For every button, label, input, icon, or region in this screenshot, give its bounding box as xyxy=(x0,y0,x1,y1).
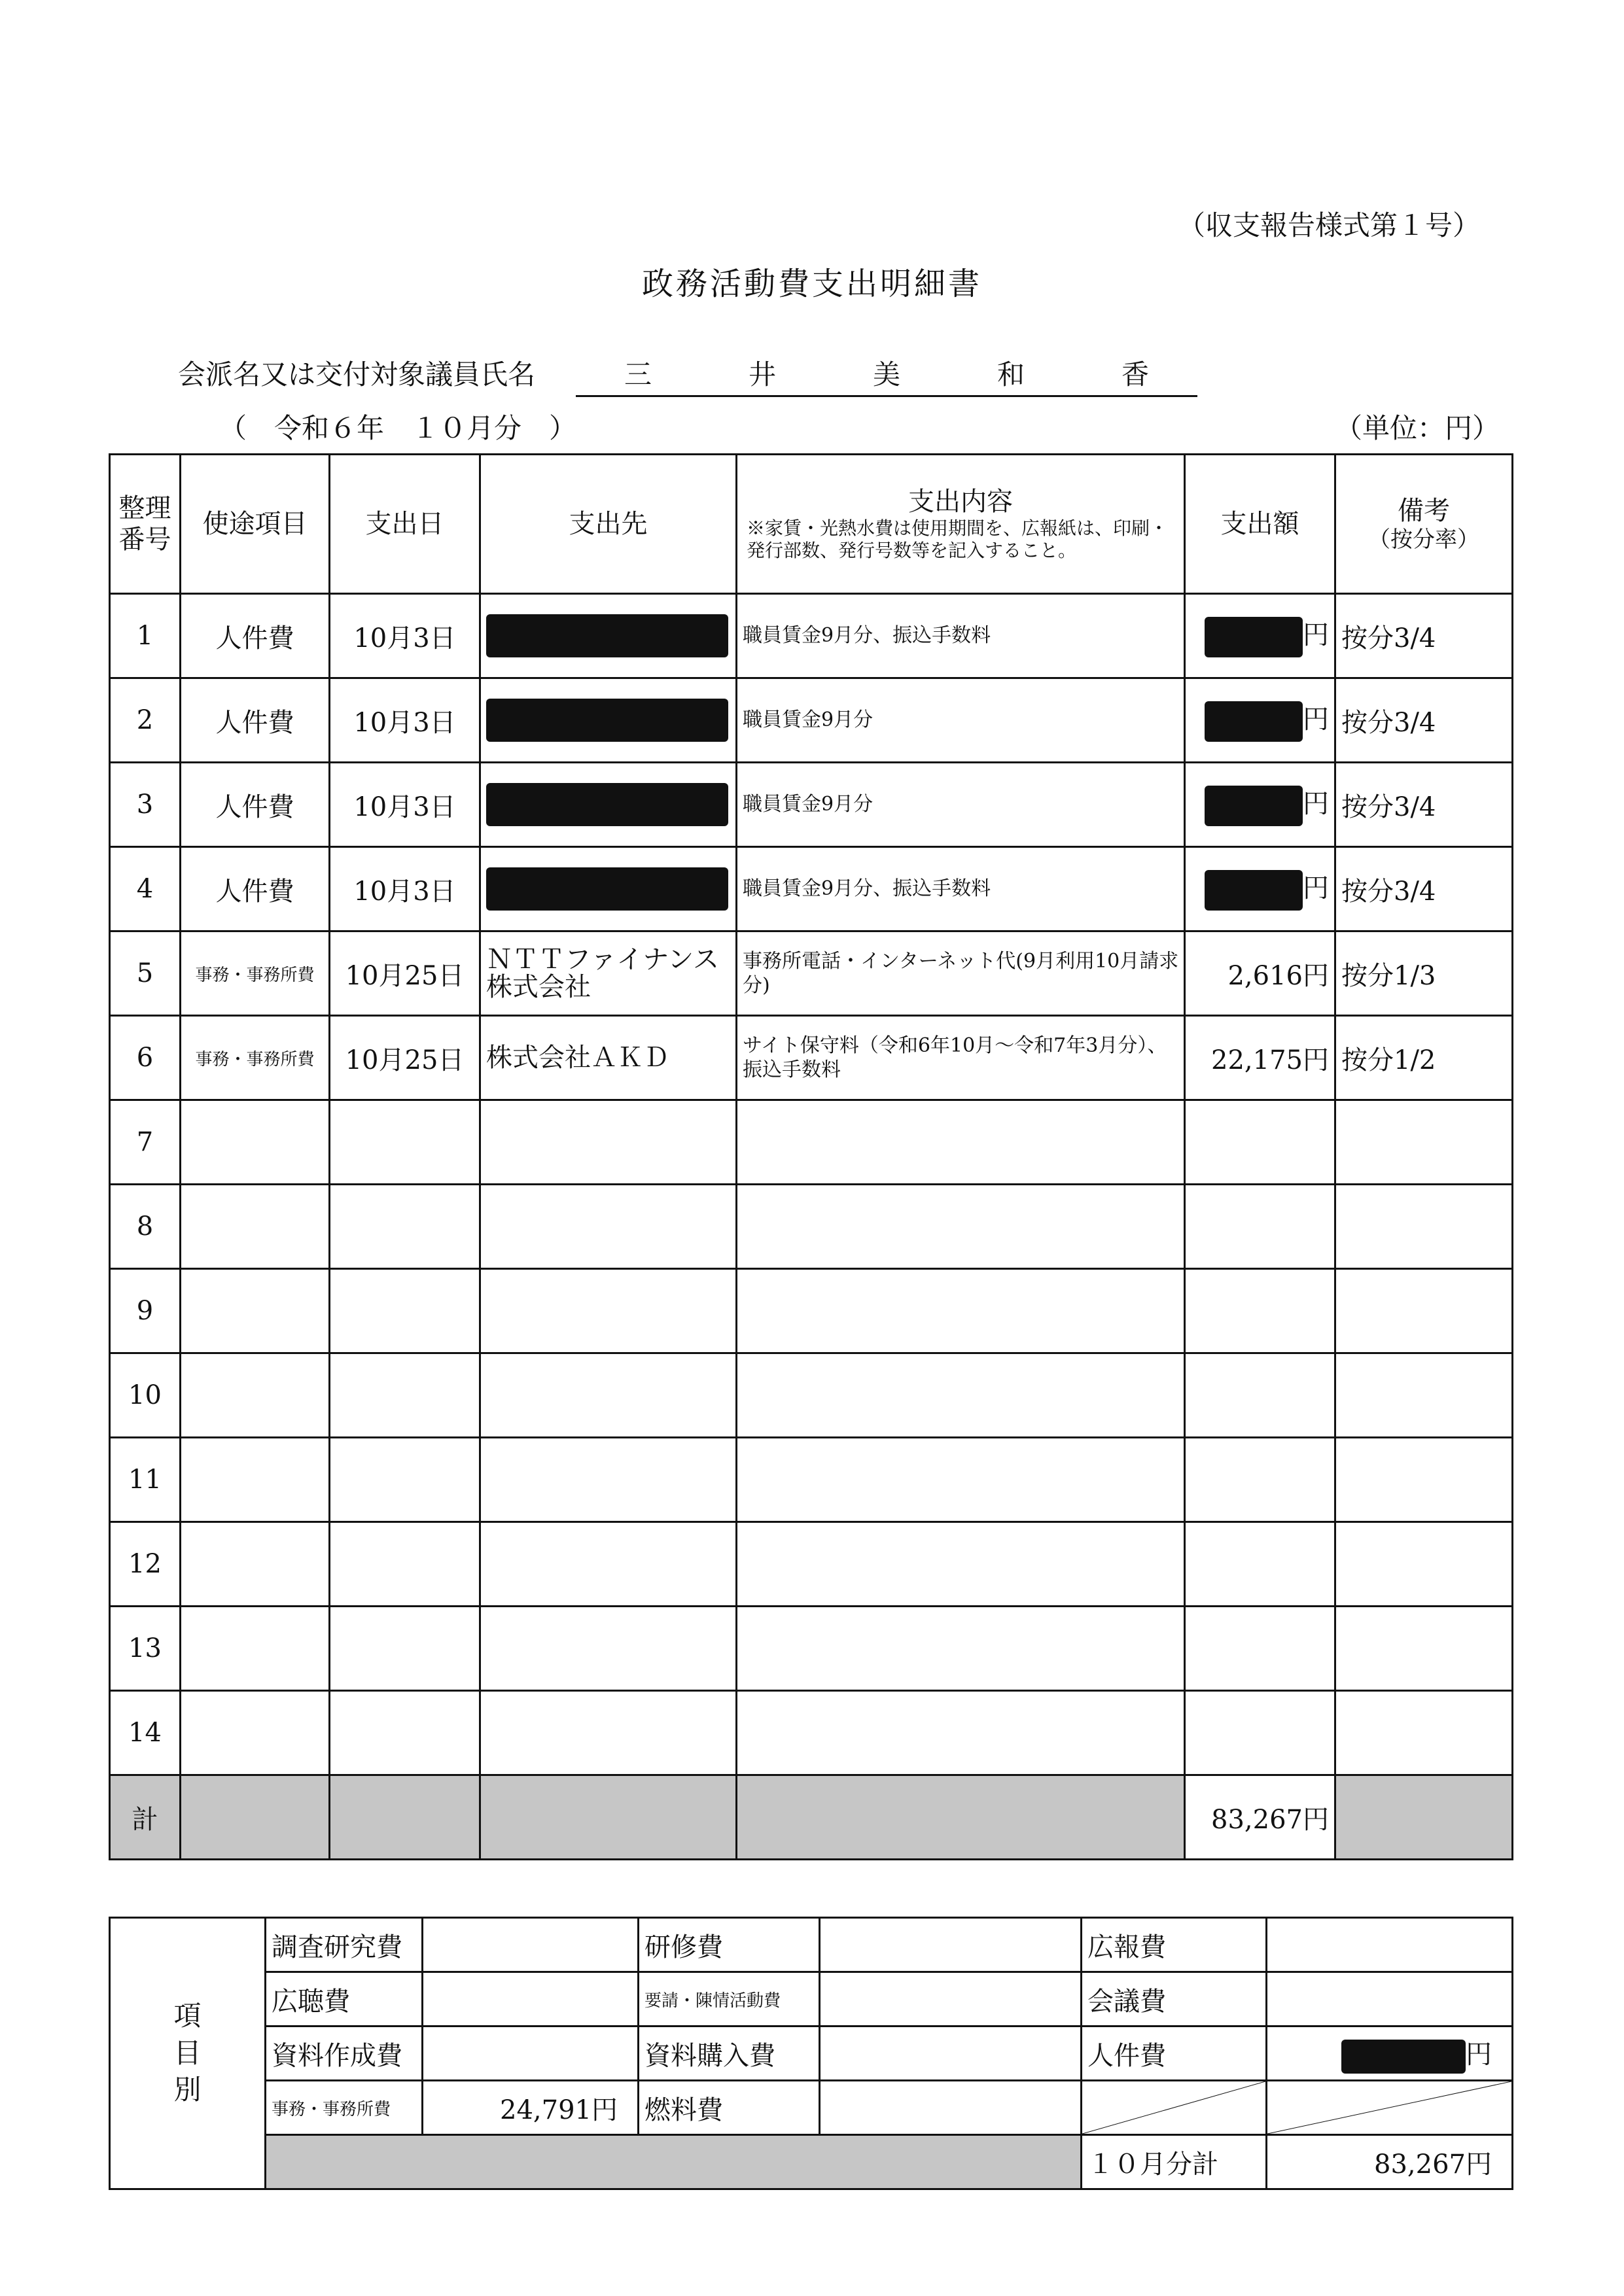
table-row xyxy=(110,1016,1513,1100)
row-detail xyxy=(737,1353,1185,1438)
row-note xyxy=(1335,1691,1513,1775)
header-detail-note: ※家賃・光熱水費は使用期間を、広報紙は、印刷・発行部数、発行号数等を記入すること。 xyxy=(747,517,1169,561)
row-date: 10月25日 xyxy=(330,1016,480,1100)
row-category xyxy=(181,1522,330,1607)
member-name-char: 和 xyxy=(997,358,1025,391)
row-date xyxy=(330,1100,480,1185)
table-header-row xyxy=(110,455,1513,594)
diagonal-line xyxy=(1267,2081,1511,2134)
row-category: 人件費 xyxy=(181,847,330,931)
table-row xyxy=(110,1100,1513,1185)
row-payee xyxy=(480,1691,737,1775)
summary-side-label xyxy=(110,1918,266,2189)
row-detail xyxy=(737,1185,1185,1269)
row-amount xyxy=(1185,678,1335,763)
header-payee: 支出先 xyxy=(480,455,737,594)
meeting-value xyxy=(1267,1972,1513,2026)
row-category xyxy=(181,1185,330,1269)
row-amount-text: 円 xyxy=(1303,873,1329,903)
row-number: 2 xyxy=(110,678,181,763)
row-date: 10月3日 xyxy=(330,678,480,763)
fuel-value xyxy=(820,2081,1082,2135)
row-note: 按分3/4 xyxy=(1335,594,1513,678)
row-note: 按分3/4 xyxy=(1335,678,1513,763)
row-detail: 職員賃金9月分 xyxy=(737,678,1185,763)
row-amount xyxy=(1185,847,1335,931)
row-detail xyxy=(737,1522,1185,1607)
row-number: 12 xyxy=(110,1522,181,1607)
redaction-block xyxy=(486,783,728,826)
personnel-label: 人件費 xyxy=(1082,2026,1267,2081)
redaction-block xyxy=(486,699,728,742)
row-category xyxy=(181,1691,330,1775)
training-value xyxy=(820,1918,1082,1972)
summary-row xyxy=(110,2081,1513,2135)
month-total-label: １０月分計 xyxy=(1082,2135,1267,2189)
row-note: 按分1/3 xyxy=(1335,931,1513,1016)
table-row xyxy=(110,594,1513,678)
row-detail: サイト保守料（令和6年10月～令和7年3月分）、振込手数料 xyxy=(737,1016,1185,1100)
row-note xyxy=(1335,1100,1513,1185)
row-number: 10 xyxy=(110,1353,181,1438)
row-date xyxy=(330,1438,480,1522)
summary-row xyxy=(110,1972,1513,2026)
header-category: 使途項目 xyxy=(181,455,330,594)
research-value xyxy=(423,1918,639,1972)
office-value: 24,791円 xyxy=(423,2081,639,2135)
row-number: 13 xyxy=(110,1607,181,1691)
office-label: 事務・事務所費 xyxy=(266,2081,423,2135)
row-amount-text: 円 xyxy=(1303,789,1329,819)
table-row xyxy=(110,1353,1513,1438)
row-detail xyxy=(737,1438,1185,1522)
row-note xyxy=(1335,1607,1513,1691)
header-remark-sub: （按分率） xyxy=(1368,526,1479,553)
materials-make-value xyxy=(423,2026,639,2081)
hearing-label: 広聴費 xyxy=(266,1972,423,2026)
row-number: 3 xyxy=(110,763,181,847)
materials-buy-value xyxy=(820,2026,1082,2081)
row-amount xyxy=(1185,594,1335,678)
row-number: 7 xyxy=(110,1100,181,1185)
total-label: 計 xyxy=(110,1775,181,1860)
total-blank xyxy=(737,1775,1185,1860)
period-label: （ 令和６年 １０月分 ） xyxy=(219,412,577,444)
personnel-value-text: 円 xyxy=(1466,2039,1492,2070)
row-category xyxy=(181,1438,330,1522)
row-amount xyxy=(1185,1100,1335,1185)
row-amount xyxy=(1185,1269,1335,1353)
materials-make-label: 資料作成費 xyxy=(266,2026,423,2081)
table-row xyxy=(110,1185,1513,1269)
row-payee xyxy=(480,1185,737,1269)
expenditure-table xyxy=(109,453,1513,1860)
petition-value xyxy=(820,1972,1082,2026)
summary-row xyxy=(110,2026,1513,2081)
form-number: （収支報告様式第１号） xyxy=(1178,209,1481,241)
total-blank xyxy=(181,1775,330,1860)
row-date xyxy=(330,1607,480,1691)
row-category: 人件費 xyxy=(181,594,330,678)
row-date: 10月3日 xyxy=(330,847,480,931)
row-detail xyxy=(737,1607,1185,1691)
row-number: 1 xyxy=(110,594,181,678)
table-row xyxy=(110,1438,1513,1522)
row-detail: 事務所電話・インターネット代(9月利用10月請求分) xyxy=(737,931,1185,1016)
page-title: 政務活動費支出明細書 xyxy=(641,266,982,302)
fuel-label: 燃料費 xyxy=(639,2081,820,2135)
row-number: 6 xyxy=(110,1016,181,1100)
category-summary-table xyxy=(109,1917,1513,2190)
row-category: 事務・事務所費 xyxy=(181,1016,330,1100)
row-amount xyxy=(1185,1353,1335,1438)
row-number: 14 xyxy=(110,1691,181,1775)
table-row xyxy=(110,931,1513,1016)
row-date: 10月25日 xyxy=(330,931,480,1016)
meeting-label: 会議費 xyxy=(1082,1972,1267,2026)
row-amount xyxy=(1185,763,1335,847)
redaction-block xyxy=(486,867,728,911)
table-row xyxy=(110,847,1513,931)
row-payee xyxy=(480,1438,737,1522)
row-amount xyxy=(1185,1185,1335,1269)
redaction-block xyxy=(1341,2040,1466,2074)
total-blank xyxy=(1335,1775,1513,1860)
research-label: 調査研究費 xyxy=(266,1918,423,1972)
table-row xyxy=(110,1691,1513,1775)
row-note xyxy=(1335,1438,1513,1522)
total-amount: 83,267円 xyxy=(1185,1775,1335,1860)
row-detail: 職員賃金9月分、振込手数料 xyxy=(737,594,1185,678)
row-note: 按分1/2 xyxy=(1335,1016,1513,1100)
row-payee xyxy=(480,763,737,847)
row-note xyxy=(1335,1185,1513,1269)
summary-side-text: 項 目 別 xyxy=(173,1999,202,2106)
header-no-text: 整理 番号 xyxy=(118,493,171,555)
pr-value xyxy=(1267,1918,1513,1972)
row-detail xyxy=(737,1691,1185,1775)
summary-shaded-blank xyxy=(266,2135,1082,2189)
training-label: 研修費 xyxy=(639,1918,820,1972)
row-amount xyxy=(1185,1607,1335,1691)
row-amount-text: 円 xyxy=(1303,704,1329,735)
redaction-block xyxy=(486,614,728,657)
row-note xyxy=(1335,1522,1513,1607)
header-no xyxy=(110,455,181,594)
row-amount xyxy=(1185,1438,1335,1522)
row-number: 8 xyxy=(110,1185,181,1269)
member-name xyxy=(576,353,1197,397)
member-name-char: 三 xyxy=(624,358,652,391)
table-row xyxy=(110,1269,1513,1353)
redaction-block xyxy=(1205,701,1303,742)
materials-buy-label: 資料購入費 xyxy=(639,2026,820,2081)
row-category: 人件費 xyxy=(181,678,330,763)
total-row xyxy=(110,1775,1513,1860)
row-payee: 株式会社ＡＫＤ xyxy=(480,1016,737,1100)
petition-label: 要請・陳情活動費 xyxy=(639,1972,820,2026)
header-detail-title: 支出内容 xyxy=(908,487,1013,517)
row-note xyxy=(1335,1269,1513,1353)
row-date xyxy=(330,1691,480,1775)
total-blank xyxy=(330,1775,480,1860)
header-amount: 支出額 xyxy=(1185,455,1335,594)
row-detail: 職員賃金9月分、振込手数料 xyxy=(737,847,1185,931)
row-payee: ＮＴＴファイナンス株式会社 xyxy=(480,931,737,1016)
row-detail xyxy=(737,1269,1185,1353)
redaction-block xyxy=(1205,617,1303,657)
row-detail: 職員賃金9月分 xyxy=(737,763,1185,847)
row-amount: 2,616円 xyxy=(1185,931,1335,1016)
row-number: 11 xyxy=(110,1438,181,1522)
member-name-char: 美 xyxy=(872,358,900,391)
member-name-char: 香 xyxy=(1121,358,1149,391)
table-row xyxy=(110,1607,1513,1691)
personnel-value xyxy=(1267,2026,1513,2081)
row-note: 按分3/4 xyxy=(1335,763,1513,847)
summary-row xyxy=(110,2135,1513,2189)
member-name-char: 井 xyxy=(748,358,776,391)
member-label: 会派名又は交付対象議員氏名 xyxy=(178,358,536,391)
summary-row xyxy=(110,1918,1513,1972)
diagonal-line xyxy=(1082,2081,1265,2134)
row-date xyxy=(330,1185,480,1269)
diagonal-cell xyxy=(1082,2081,1267,2135)
row-note: 按分3/4 xyxy=(1335,847,1513,931)
row-number: 5 xyxy=(110,931,181,1016)
unit-label: （単位：円） xyxy=(1335,412,1500,444)
pr-label: 広報費 xyxy=(1082,1918,1267,1972)
redaction-block xyxy=(1205,870,1303,911)
row-category xyxy=(181,1353,330,1438)
row-payee xyxy=(480,1269,737,1353)
row-amount xyxy=(1185,1522,1335,1607)
table-row xyxy=(110,678,1513,763)
row-date xyxy=(330,1269,480,1353)
header-date: 支出日 xyxy=(330,455,480,594)
redaction-block xyxy=(1205,786,1303,826)
row-payee xyxy=(480,1522,737,1607)
row-amount: 22,175円 xyxy=(1185,1016,1335,1100)
table-row xyxy=(110,1522,1513,1607)
row-detail xyxy=(737,1100,1185,1185)
total-blank xyxy=(480,1775,737,1860)
header-remark xyxy=(1335,455,1513,594)
hearing-value xyxy=(423,1972,639,2026)
row-number: 9 xyxy=(110,1269,181,1353)
row-date: 10月3日 xyxy=(330,594,480,678)
month-total-value: 83,267円 xyxy=(1267,2135,1513,2189)
row-amount xyxy=(1185,1691,1335,1775)
diagonal-cell xyxy=(1267,2081,1513,2135)
row-category: 人件費 xyxy=(181,763,330,847)
row-date xyxy=(330,1353,480,1438)
row-note xyxy=(1335,1353,1513,1438)
row-amount-text: 円 xyxy=(1303,620,1329,650)
row-payee xyxy=(480,678,737,763)
row-date xyxy=(330,1522,480,1607)
header-remark-title: 備考 xyxy=(1398,495,1450,526)
row-payee xyxy=(480,594,737,678)
row-category xyxy=(181,1607,330,1691)
row-payee xyxy=(480,1353,737,1438)
row-category xyxy=(181,1269,330,1353)
row-category xyxy=(181,1100,330,1185)
row-payee xyxy=(480,847,737,931)
row-payee xyxy=(480,1607,737,1691)
row-category: 事務・事務所費 xyxy=(181,931,330,1016)
row-number: 4 xyxy=(110,847,181,931)
row-date: 10月3日 xyxy=(330,763,480,847)
header-detail xyxy=(737,455,1185,594)
row-payee xyxy=(480,1100,737,1185)
table-row xyxy=(110,763,1513,847)
